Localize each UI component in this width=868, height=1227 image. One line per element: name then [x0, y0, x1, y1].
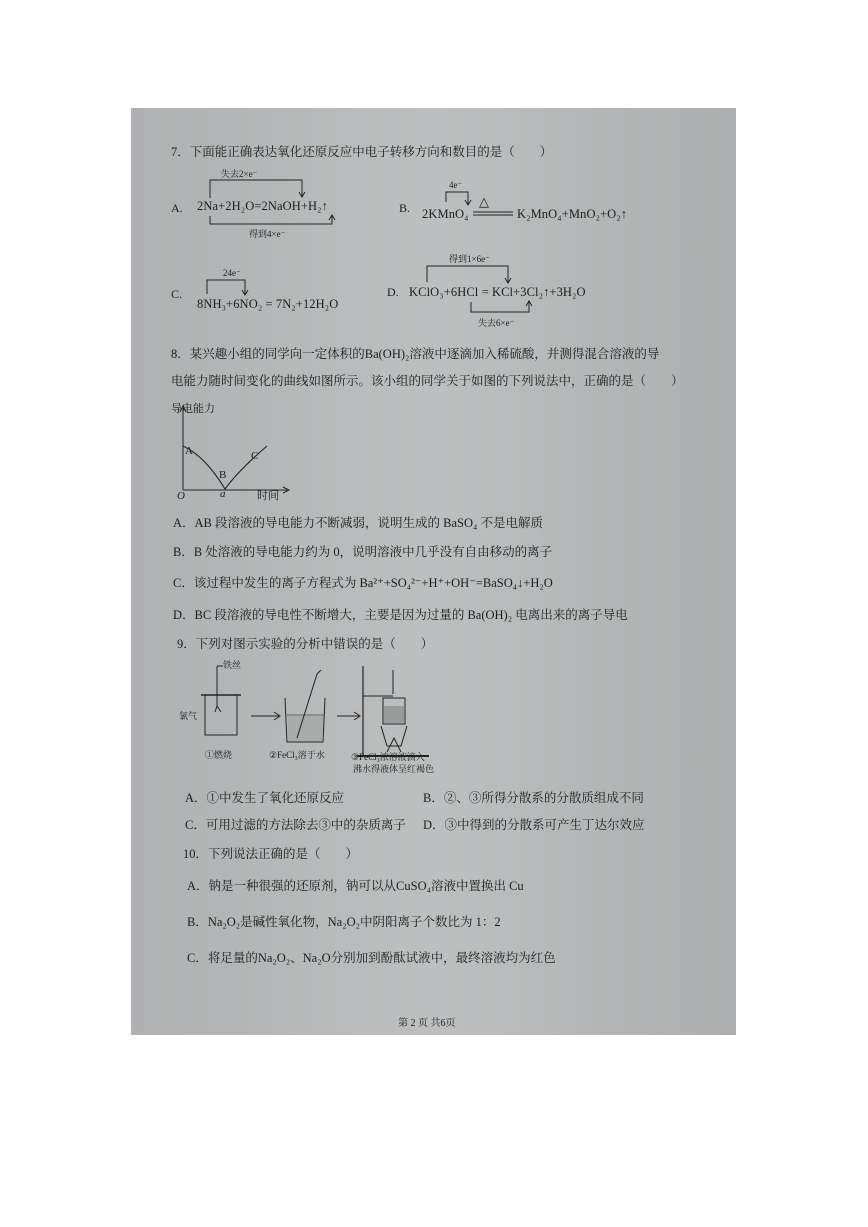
fig-chlorine-label: 氯气: [179, 711, 198, 721]
chart-tick-a: a: [220, 488, 226, 500]
fig-caption-3a: ③FeCl₃浓溶液滴入: [351, 752, 425, 762]
q9-option-b: B．②、③所得分散系的分散质组成不同: [423, 791, 644, 805]
conductivity-chart: [175, 404, 305, 504]
q10-option-a: A．钠是一种很强的还原剂，钠可以从CuSO₄溶液中置换出 Cu: [187, 879, 524, 893]
q7d-top-bracket: [424, 264, 534, 286]
q7-option-d-label: D.: [387, 285, 399, 299]
q7c-equation: 8NH₃+6NO₂ = 7N₂+12H₂O: [197, 297, 339, 311]
q8-option-d: D．BC 段溶液的导电性不断增大，主要是因为过量的 Ba(OH)₂ 电离出来的离子导电: [173, 608, 628, 622]
q7d-equation: KClO₃+6HCl = KCl+3Cl₂↑+3H₂O: [409, 285, 586, 299]
q10-option-c: C．将足量的Na₂O₂、Na₂O分别加到酚酞试液中，最终溶液均为红色: [187, 951, 556, 965]
q7d-gain-label: 得到1×6e⁻: [449, 254, 490, 264]
exam-page: [131, 108, 736, 1035]
q9-stem: 9．下列对图示实验的分析中错误的是（ ）: [177, 637, 434, 651]
fig-caption-2: ②FeCl₃溶于水: [269, 750, 325, 760]
chart-point-b-label: B: [219, 469, 227, 481]
q8-option-b: B．B 处溶液的导电能力约为 0，说明溶液中几乎没有自由移动的离子: [173, 545, 553, 559]
beaker-apparatus: [285, 670, 325, 742]
heating-apparatus: [357, 666, 429, 756]
q7c-electron-label: 24e⁻: [223, 268, 241, 278]
q7d-bottom-bracket: [469, 300, 569, 320]
q7a-equation: 2Na+2H₂O=2NaOH+H₂↑: [197, 199, 328, 213]
fig-iron-wire-label: 铁丝: [223, 660, 242, 670]
q10-option-b: B．Na₂O₂是碱性氧化物，Na₂O₂中阴阳离子个数比为 1：2: [187, 915, 501, 929]
gas-bottle-apparatus: [201, 666, 241, 735]
chart-point-a-label: A: [185, 445, 193, 457]
q7-stem: 7．下面能正确表达氧化还原反应中电子转移方向和数目的是（ ）: [171, 145, 553, 159]
q7a-lost-label: 失去2×e⁻: [221, 169, 258, 179]
fig-caption-1: ①燃烧: [205, 750, 233, 760]
q8-option-c: C．该过程中发生的离子方程式为 Ba²⁺+SO₄²⁻+H⁺+OH⁻=BaSO₄↓+H₂O: [173, 576, 553, 590]
q9-option-c: C．可用过滤的方法除去③中的杂质离子: [185, 818, 406, 832]
q8-option-a: A．AB 段溶液的导电能力不断减弱，说明生成的 BaSO₄ 不是电解质: [173, 516, 543, 530]
q9-option-d: D．③中得到的分散系可产生丁达尔效应: [423, 818, 645, 832]
q8-stem-line1: 8．某兴趣小组的同学向一定体积的Ba(OH)₂溶液中逐滴加入稀硫酸，并测得混合溶液的导: [171, 347, 660, 361]
q7-option-b-label: B.: [399, 201, 411, 215]
q7b-reactant: 2KMnO₄: [422, 207, 469, 221]
q7-option-a-label: A.: [171, 201, 183, 215]
q7b-electron-label: 4e⁻: [449, 180, 463, 190]
chart-point-c-label: C: [251, 450, 259, 462]
q8-stem-line2: 电能力随时间变化的曲线如图所示。该小组的同学关于如图的下列说法中，正确的是（ ）: [171, 374, 684, 388]
q9-option-a: A．①中发生了氧化还原反应: [185, 791, 345, 805]
page-footer: 第 2 页 共6页: [398, 1018, 456, 1029]
q7b-products: K₂MnO₄+MnO₂+O₂↑: [517, 207, 628, 221]
chart-x-label: 时间: [257, 490, 279, 502]
q7a-gain-label: 得到4×e⁻: [249, 229, 286, 239]
q7b-heat-condition: △: [479, 194, 489, 209]
q7-option-c-label: C.: [171, 287, 183, 301]
q7b-reaction-arrow: [473, 210, 517, 220]
fig-caption-3b: 沸水得液体呈红褐色: [353, 764, 435, 774]
chart-y-label: 导电能力: [171, 403, 215, 415]
chart-origin-label: O: [177, 490, 185, 502]
q7c-bracket: [205, 278, 265, 298]
q7d-lose-label: 失去6×e⁻: [478, 318, 515, 328]
q10-stem: 10．下列说法正确的是（ ）: [183, 847, 359, 861]
